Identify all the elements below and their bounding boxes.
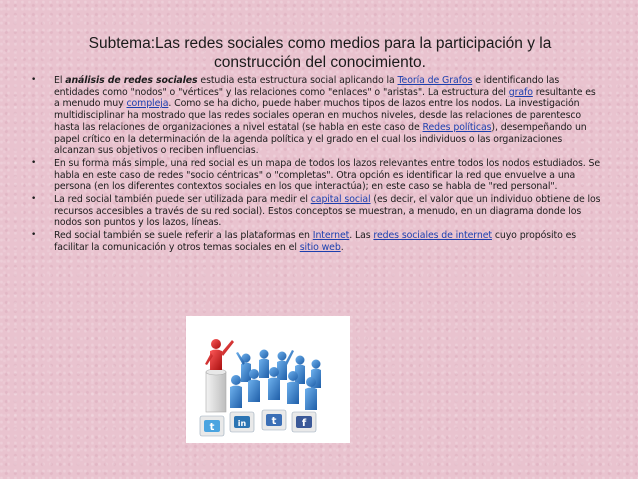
link-teoria-de-grafos[interactable]: Teoría de Grafos xyxy=(397,75,473,86)
text-run: La red social también puede ser utilizada para medir el xyxy=(54,194,311,206)
svg-text:in: in xyxy=(237,419,247,428)
link-redes-sociales-de-internet[interactable]: redes sociales de internet xyxy=(373,230,492,242)
text-run: En su forma más simple, una red social es un mapa de todos los lazos relevantes entre todos los nodos estudiados. Se habla en este caso de redes "socio céntricas" o "completas". Otra opción es identificar la red que envuelve a una persona (en los diferentes contextos sociales en los que interactúa); en este caso se habla de "red personal". xyxy=(54,157,601,193)
social-cubes xyxy=(200,410,316,436)
crowd-figures xyxy=(230,350,321,411)
facebook-icon xyxy=(292,412,316,432)
bullet-item-simple-form xyxy=(28,158,603,193)
bullet-dot: • xyxy=(31,230,37,241)
link-sitio-web[interactable]: sitio web xyxy=(299,241,341,253)
svg-text:f: f xyxy=(301,418,307,429)
text-run: Red social también se suele referir a las plataformas en xyxy=(54,230,313,242)
text-run: e identificando las entidades como "nodos" o "vértices" y las relaciones como "enlaces" o "aristas". La estructura del xyxy=(54,75,560,98)
social-network-illustration xyxy=(186,316,350,443)
bullet-item-analysis xyxy=(28,75,603,157)
svg-text:t: t xyxy=(271,416,277,427)
link-redes-politicas[interactable]: Redes políticas xyxy=(422,121,492,133)
text-run: ), desempeñando un papel crítico en la determinación de la agenda política y el grado en el cual los individuos o las organizaciones alcanzan sus objetivos o reciben influencias. xyxy=(54,121,587,157)
text-run: El xyxy=(54,75,66,86)
link-grafo[interactable]: grafo xyxy=(508,86,533,98)
link-internet[interactable]: Internet xyxy=(312,230,350,242)
leader-figure xyxy=(205,339,234,370)
bold-term: análisis de redes sociales xyxy=(65,75,198,86)
bullet-dot: • xyxy=(31,157,37,168)
tuenti-icon xyxy=(262,410,286,430)
bullet-list xyxy=(28,75,603,255)
bullet-item-capital-social xyxy=(28,194,603,229)
twitter-icon xyxy=(200,416,224,436)
text-run: . xyxy=(340,241,344,253)
text-run: (es decir, el valor que un individuo obtiene de los recursos accesibles a través de su red social). Estos conceptos se muestran, a menudo, en un diagrama donde los nodos son puntos y los lazos, líneas. xyxy=(54,194,601,229)
slide-title-line-1: Subtema:Las redes sociales como medios para la participación y la xyxy=(88,35,552,52)
text-run: estudia esta estructura social aplicando la xyxy=(197,75,398,86)
link-compleja[interactable]: compleja xyxy=(126,98,169,110)
text-run: cuyo propósito es facilitar la comunicación y otros temas sociales en el xyxy=(54,230,577,253)
link-capital-social[interactable]: capital social xyxy=(310,194,371,206)
text-run: . Como se ha dicho, puede haber muchos tipos de lazos entre los nodos. La investigación multidisciplinar ha mostrado que las redes sociales operan en muchos niveles, desde las relaciones de parentesco hasta las relaciones de organizaciones a nivel estatal (se habla en este caso de xyxy=(54,98,582,133)
bullet-item-plataformas xyxy=(28,230,603,253)
leader-crowd-icon xyxy=(186,316,350,443)
slide-title-line-2: construcción del conocimiento. xyxy=(214,54,426,71)
text-run: resultante es a menudo muy xyxy=(54,86,596,110)
bullet-dot: • xyxy=(31,194,37,205)
slide-title xyxy=(60,34,580,72)
linkedin-icon xyxy=(230,412,254,432)
svg-text:t: t xyxy=(209,422,215,433)
text-run: . Las xyxy=(349,230,374,242)
bullet-dot: • xyxy=(31,75,37,85)
podium-shape xyxy=(206,372,226,412)
